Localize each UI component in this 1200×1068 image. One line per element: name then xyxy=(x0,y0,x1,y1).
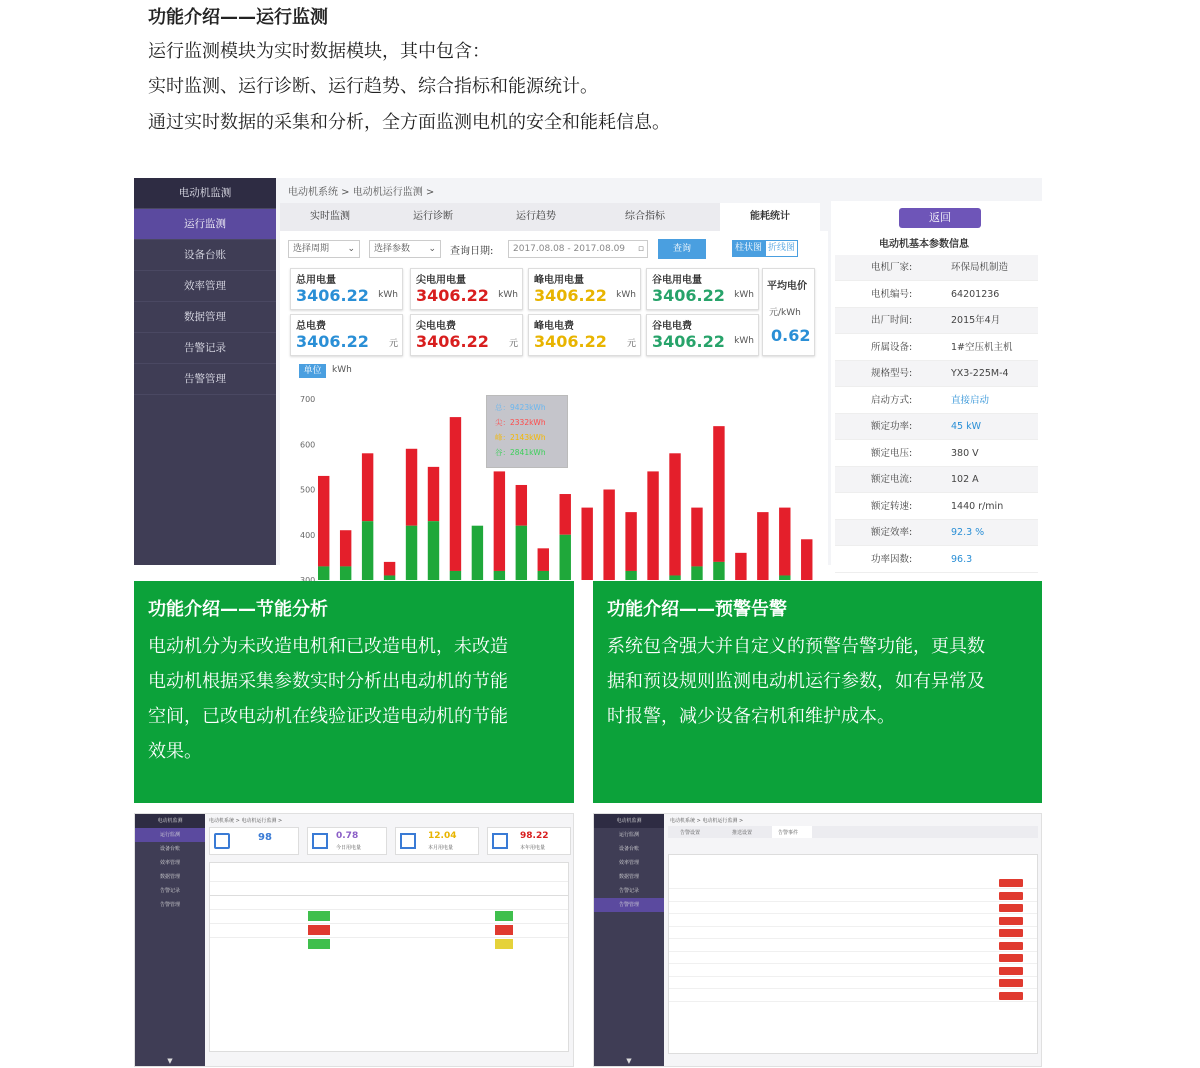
chart-bar-valley[interactable] xyxy=(560,535,571,580)
info-row xyxy=(835,441,1038,467)
row-action-button[interactable] xyxy=(999,992,1023,1000)
chart-bar-total[interactable] xyxy=(318,476,329,567)
chart-bar-valley[interactable] xyxy=(428,521,439,580)
card-avg-price: 平均电价 元/kWh 0.62 xyxy=(762,268,815,356)
motor-table xyxy=(209,862,569,1052)
content-area xyxy=(280,231,828,565)
sidebar-item-alarm-log[interactable]: 告警记录 xyxy=(134,333,276,364)
calendar-icon: ▫ xyxy=(637,244,644,254)
chart-bar-valley[interactable] xyxy=(516,526,527,580)
card-total-cost: 总电费 3406.22 元 xyxy=(290,314,403,356)
card-total-energy: 总用电量 3406.22 kWh xyxy=(290,268,403,310)
chart-bar-total[interactable] xyxy=(560,494,571,535)
table-row[interactable] xyxy=(669,965,1037,977)
kpi-year: 98.22 本年用电量 xyxy=(487,827,571,855)
main-screenshot xyxy=(134,178,1042,565)
intro-line: 实时监测、运行诊断、运行趋势、综合指标和能源统计。 xyxy=(148,76,598,97)
table-row[interactable] xyxy=(669,915,1037,927)
sidebar-item-devices[interactable]: 设备台账 xyxy=(134,240,276,271)
chart-bar-total[interactable] xyxy=(384,562,395,576)
chevron-down-icon: ⌄ xyxy=(347,244,355,254)
section-title: 功能介绍——预警告警 xyxy=(607,599,787,620)
row-action-button[interactable] xyxy=(999,879,1023,887)
chart-bar-valley[interactable] xyxy=(494,571,505,580)
kpi-month: 12.04 本月用电量 xyxy=(395,827,479,855)
row-action-button[interactable] xyxy=(999,942,1023,950)
row-action-button[interactable] xyxy=(999,929,1023,937)
device-icon xyxy=(214,833,230,849)
y-tick-label: 500 xyxy=(300,485,316,495)
info-value: 1#空压机主机 xyxy=(951,341,1013,353)
sidebar-item-run-monitor[interactable]: 运行监测 xyxy=(134,209,276,240)
back-button[interactable]: 返回 xyxy=(899,208,981,228)
info-key: 额定电流: xyxy=(871,474,913,485)
chart-bar-total[interactable] xyxy=(713,426,724,562)
chart-bar-total[interactable] xyxy=(757,512,768,580)
mini-sidebar-item[interactable]: 告警记录 xyxy=(159,888,180,894)
chart-bar-valley[interactable] xyxy=(384,575,395,580)
chart-bar-total[interactable] xyxy=(406,449,417,526)
mini-tab-bar xyxy=(668,826,1038,838)
chart-bar-valley[interactable] xyxy=(362,521,373,580)
table-row[interactable] xyxy=(669,940,1037,952)
chart-bar-total[interactable] xyxy=(340,530,351,566)
tab-alarm-events[interactable]: 告警事件 xyxy=(772,826,812,838)
chart-tooltip: 总：9423kWh 尖：2332kWh 峰：2143kWh 谷：2841kWh xyxy=(486,395,568,468)
intro-line: 通过实时数据的采集和分析，全方面监测电机的安全和能耗信息。 xyxy=(148,112,670,133)
row-action-button[interactable] xyxy=(999,954,1023,962)
sidebar-item-efficiency[interactable]: 效率管理 xyxy=(134,271,276,302)
chart-bar-total[interactable] xyxy=(779,508,790,576)
chart-bar-total[interactable] xyxy=(647,471,658,580)
section-text: 系统包含强大并自定义的预警告警功能，更具数 据和预设规则监测电动机运行参数，如有异常及 时报警，减少设备宕机和维护成本。 xyxy=(607,636,985,727)
info-value: 直接启动 xyxy=(951,394,990,406)
sidebar-item-data[interactable]: 数据管理 xyxy=(134,302,276,333)
date-range-input[interactable]: 2017.08.08 - 2017.08.09 ▫ xyxy=(508,240,648,258)
chart-bar-total[interactable] xyxy=(428,467,439,521)
chevron-down-icon: ⌄ xyxy=(428,244,436,254)
info-value: 92.3 % xyxy=(951,527,985,538)
row-action-button[interactable] xyxy=(999,967,1023,975)
info-value: 45 kW xyxy=(951,421,982,432)
info-value: 380 V xyxy=(951,447,979,459)
tab-realtime[interactable]: 实时监测 xyxy=(310,211,350,222)
chart-bar-valley[interactable] xyxy=(450,571,461,580)
date-label: 查询日期: xyxy=(450,246,494,257)
section-title: 功能介绍——节能分析 xyxy=(148,599,328,620)
section-text: 电动机分为未改造电机和已改造电机，未改造 电动机根据采集参数实时分析出电动机的节能 空间，已改电动机在线验证改造电动机的节能 效果。 xyxy=(148,636,508,762)
panel-title: 电动机基本参数信息 xyxy=(879,239,969,250)
mini-sidebar-item[interactable]: 数据管理 xyxy=(159,874,180,880)
card-sharp-energy: 尖电用电量 3406.22 kWh xyxy=(410,268,523,310)
breadcrumb: 电动机系统 > 电动机运行监测 > xyxy=(670,818,744,824)
alarm-screenshot xyxy=(593,813,1042,1067)
chart-bar-valley[interactable] xyxy=(538,571,549,580)
tab-bar xyxy=(280,203,820,231)
chart-bar-total[interactable] xyxy=(691,508,702,567)
tab-energy-stats[interactable]: 能耗统计 xyxy=(720,203,820,231)
info-key: 规格型号: xyxy=(871,368,913,379)
info-row xyxy=(835,361,1038,387)
unit-button[interactable]: 单位 xyxy=(299,364,326,378)
calendar-icon xyxy=(492,833,508,849)
chart-bar-valley[interactable] xyxy=(472,526,483,580)
energy-saving-section xyxy=(134,581,574,803)
mini-sidebar-item[interactable]: 运行监测 xyxy=(135,828,205,842)
alarm-table xyxy=(668,854,1038,1054)
info-key: 额定转速: xyxy=(871,500,913,512)
chevron-down-icon[interactable]: ▼ xyxy=(167,1057,173,1065)
info-key: 额定效率: xyxy=(871,527,913,538)
info-key: 所属设备: xyxy=(871,341,913,353)
info-key: 启动方式: xyxy=(871,394,913,406)
chevron-down-icon[interactable]: ▼ xyxy=(626,1057,632,1065)
sidebar-item-alarm-manage[interactable]: 告警管理 xyxy=(134,364,276,395)
breadcrumb: 电动机系统 > 电动机运行监测 > xyxy=(288,187,435,198)
chart-bar-valley[interactable] xyxy=(669,575,680,580)
info-row xyxy=(835,467,1038,493)
info-row xyxy=(835,547,1038,573)
mini-sidebar-item[interactable]: 效率管理 xyxy=(618,860,639,866)
table-row[interactable] xyxy=(669,890,1037,902)
card-valley-energy: 谷电用电量 3406.22 kWh xyxy=(646,268,759,310)
calendar-icon xyxy=(312,833,328,849)
mini-sidebar-item[interactable]: 运行监测 xyxy=(618,832,639,838)
mini-sidebar xyxy=(594,814,664,1066)
info-value: YX3-225M-4 xyxy=(951,368,1009,379)
chart-bar-total[interactable] xyxy=(801,539,812,580)
mini-sidebar-item[interactable]: 电动机监测 xyxy=(135,814,205,828)
sidebar-header: 电动机监测 xyxy=(134,178,276,209)
chart-bar-total[interactable] xyxy=(669,453,680,575)
tab-alarm-settings[interactable]: 告警设置 xyxy=(680,830,701,836)
chart-bar-valley[interactable] xyxy=(318,566,329,580)
info-value: 64201236 xyxy=(951,288,1000,300)
chart-bar-valley[interactable] xyxy=(406,526,417,580)
mini-sidebar-item[interactable]: 效率管理 xyxy=(159,860,180,866)
y-tick-label: 700 xyxy=(300,395,316,404)
alarm-section xyxy=(593,581,1042,803)
chart-bar-total[interactable] xyxy=(581,508,592,580)
tab-diagnosis[interactable]: 运行诊断 xyxy=(413,211,453,222)
info-row xyxy=(835,388,1038,414)
card-peak-cost: 峰电电费 3406.22 元 xyxy=(528,314,641,356)
info-value: 102 A xyxy=(951,474,979,485)
table-row[interactable] xyxy=(669,902,1037,914)
info-row xyxy=(835,494,1038,520)
chart-bar-total[interactable] xyxy=(450,417,461,571)
chart-bar-total[interactable] xyxy=(538,548,549,571)
info-key: 电机编号: xyxy=(871,288,913,300)
chart-bar-valley[interactable] xyxy=(691,566,702,580)
chart-bar-total[interactable] xyxy=(603,490,614,581)
chart-bar-total[interactable] xyxy=(625,512,636,571)
efficiency-screenshot xyxy=(134,813,574,1067)
info-key: 额定电压: xyxy=(871,447,913,459)
sidebar xyxy=(134,178,276,565)
chart-bar-total[interactable] xyxy=(735,553,746,580)
info-value: 环保局机制造 xyxy=(951,262,1009,273)
card-valley-cost: 谷电电费 3406.22 kWh xyxy=(646,314,759,356)
info-value: 96.3 xyxy=(951,553,973,565)
tab-trend[interactable]: 运行趋势 xyxy=(516,211,556,222)
motor-info-panel xyxy=(831,201,1042,565)
mini-sidebar-item[interactable]: 设备台账 xyxy=(159,846,180,852)
info-key: 电机厂家: xyxy=(871,262,913,273)
mini-sidebar xyxy=(135,814,205,1066)
table-row[interactable] xyxy=(669,977,1037,989)
view-line-button[interactable]: 折线图 xyxy=(765,240,798,257)
chart-bar-valley[interactable] xyxy=(779,575,790,580)
tab-push-settings[interactable]: 推送设置 xyxy=(732,830,753,836)
mini-sidebar-item[interactable]: 告警管理 xyxy=(159,902,180,908)
kpi-today: 0.78 今日用电量 xyxy=(307,827,387,855)
info-key: 额定功率: xyxy=(871,421,913,432)
row-action-button[interactable] xyxy=(999,917,1023,925)
mini-sidebar-item[interactable]: 告警记录 xyxy=(618,888,639,894)
row-action-button[interactable] xyxy=(999,904,1023,912)
info-row xyxy=(835,282,1038,308)
mini-sidebar-item[interactable]: 电动机监测 xyxy=(594,814,664,828)
unit-label: kWh xyxy=(332,365,352,375)
chart-bar-total[interactable] xyxy=(516,485,527,526)
y-tick-label: 400 xyxy=(300,530,316,540)
chart-bar-valley[interactable] xyxy=(340,566,351,580)
info-key: 出厂时间: xyxy=(871,315,913,326)
row-action-button[interactable] xyxy=(999,892,1023,900)
view-bar-button[interactable]: 柱状图 xyxy=(732,240,765,257)
info-row xyxy=(835,520,1038,546)
calendar-icon xyxy=(400,833,416,849)
info-row xyxy=(835,335,1038,361)
row-action-button[interactable] xyxy=(999,979,1023,987)
info-row xyxy=(835,255,1038,281)
mini-sidebar-item[interactable]: 设备台账 xyxy=(618,846,639,852)
param-select[interactable]: 选择参数 ⌄ xyxy=(369,240,441,258)
table-row[interactable] xyxy=(669,952,1037,964)
tab-indicators[interactable]: 综合指标 xyxy=(625,211,665,222)
query-button[interactable]: 查询 xyxy=(658,239,706,259)
period-select[interactable]: 选择周期 ⌄ xyxy=(288,240,360,258)
intro-title: 功能介绍——运行监测 xyxy=(148,7,328,28)
chart-bar-valley[interactable] xyxy=(625,571,636,580)
info-key: 功率因数: xyxy=(871,553,913,565)
table-row[interactable] xyxy=(669,877,1037,889)
intro-line: 运行监测模块为实时数据模块，其中包含： xyxy=(148,41,490,62)
card-peak-energy: 峰电用电量 3406.22 kWh xyxy=(528,268,641,310)
info-row xyxy=(835,308,1038,334)
chart-bar-total[interactable] xyxy=(362,453,373,521)
info-value: 1440 r/min xyxy=(951,500,1004,512)
table-row[interactable] xyxy=(669,927,1037,939)
mini-sidebar-item[interactable]: 数据管理 xyxy=(618,874,639,880)
total-card: 98 xyxy=(209,827,299,855)
info-value: 2015年4月 xyxy=(951,315,1001,326)
card-sharp-cost: 尖电电费 3406.22 元 xyxy=(410,314,523,356)
breadcrumb: 电动机系统 > 电动机运行监测 > xyxy=(209,818,283,824)
mini-sidebar-item[interactable]: 告警管理 xyxy=(594,898,664,912)
info-row xyxy=(835,414,1038,440)
table-row[interactable] xyxy=(669,990,1037,1002)
chart-bar-total[interactable] xyxy=(494,471,505,571)
chart-bar-valley[interactable] xyxy=(713,562,724,580)
y-tick-label: 600 xyxy=(300,440,316,450)
